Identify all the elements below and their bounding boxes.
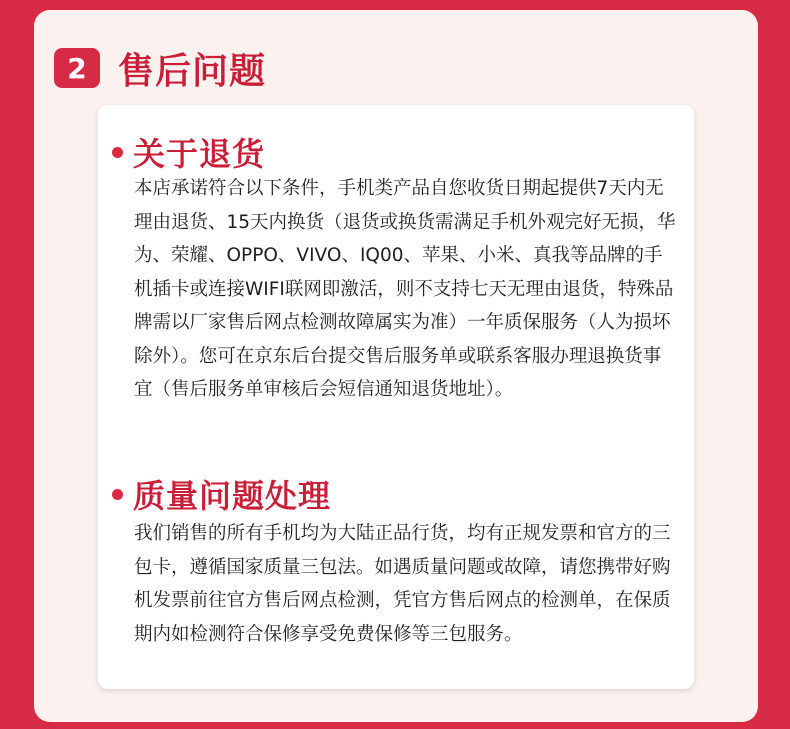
- policy-card: [98, 105, 694, 689]
- after-sales-panel: [34, 10, 758, 722]
- quality-issue-title: 质量问题处理: [133, 477, 332, 515]
- quality-issue-heading: [112, 471, 331, 517]
- return-policy-title: 关于退货: [133, 135, 266, 173]
- section-title: 售后问题: [118, 50, 267, 92]
- section-header: [54, 46, 266, 90]
- bullet-dot-icon: [112, 147, 123, 158]
- section-number-badge: 2: [54, 48, 100, 88]
- quality-issue-text: 我们销售的所有手机均为大陆正品行货，均有正规发票和官方的三包卡，遵循国家质量三包法。如遇质量问题或故障，请您携带好购机发票前往官方售后网点检测，凭官方售后网点的检测单，在保质期内如检测符合保修享受免费保修等三包服务。: [134, 523, 671, 645]
- bullet-dot-icon: [112, 489, 123, 500]
- return-policy-text: 本店承诺符合以下条件，手机类产品自您收货日期起提供7天内无理由退货、15天内换货（退货或换货需满足手机外观完好无损，华为、荣耀、OPPO、VIVO、IQ00、苹果、小米、真我等品牌的手机插卡或连接WIFI联网即激活，则不支持七天无理由退货，特殊品牌需以厂家售后网点检测故障属实为准）一年质保服务（人为损坏除外）。您可在京东后台提交售后服务单或联系客服办理退换货事宜（售后服务单审核后会短信通知退货地址）。: [134, 178, 676, 400]
- return-policy-heading: [112, 129, 265, 175]
